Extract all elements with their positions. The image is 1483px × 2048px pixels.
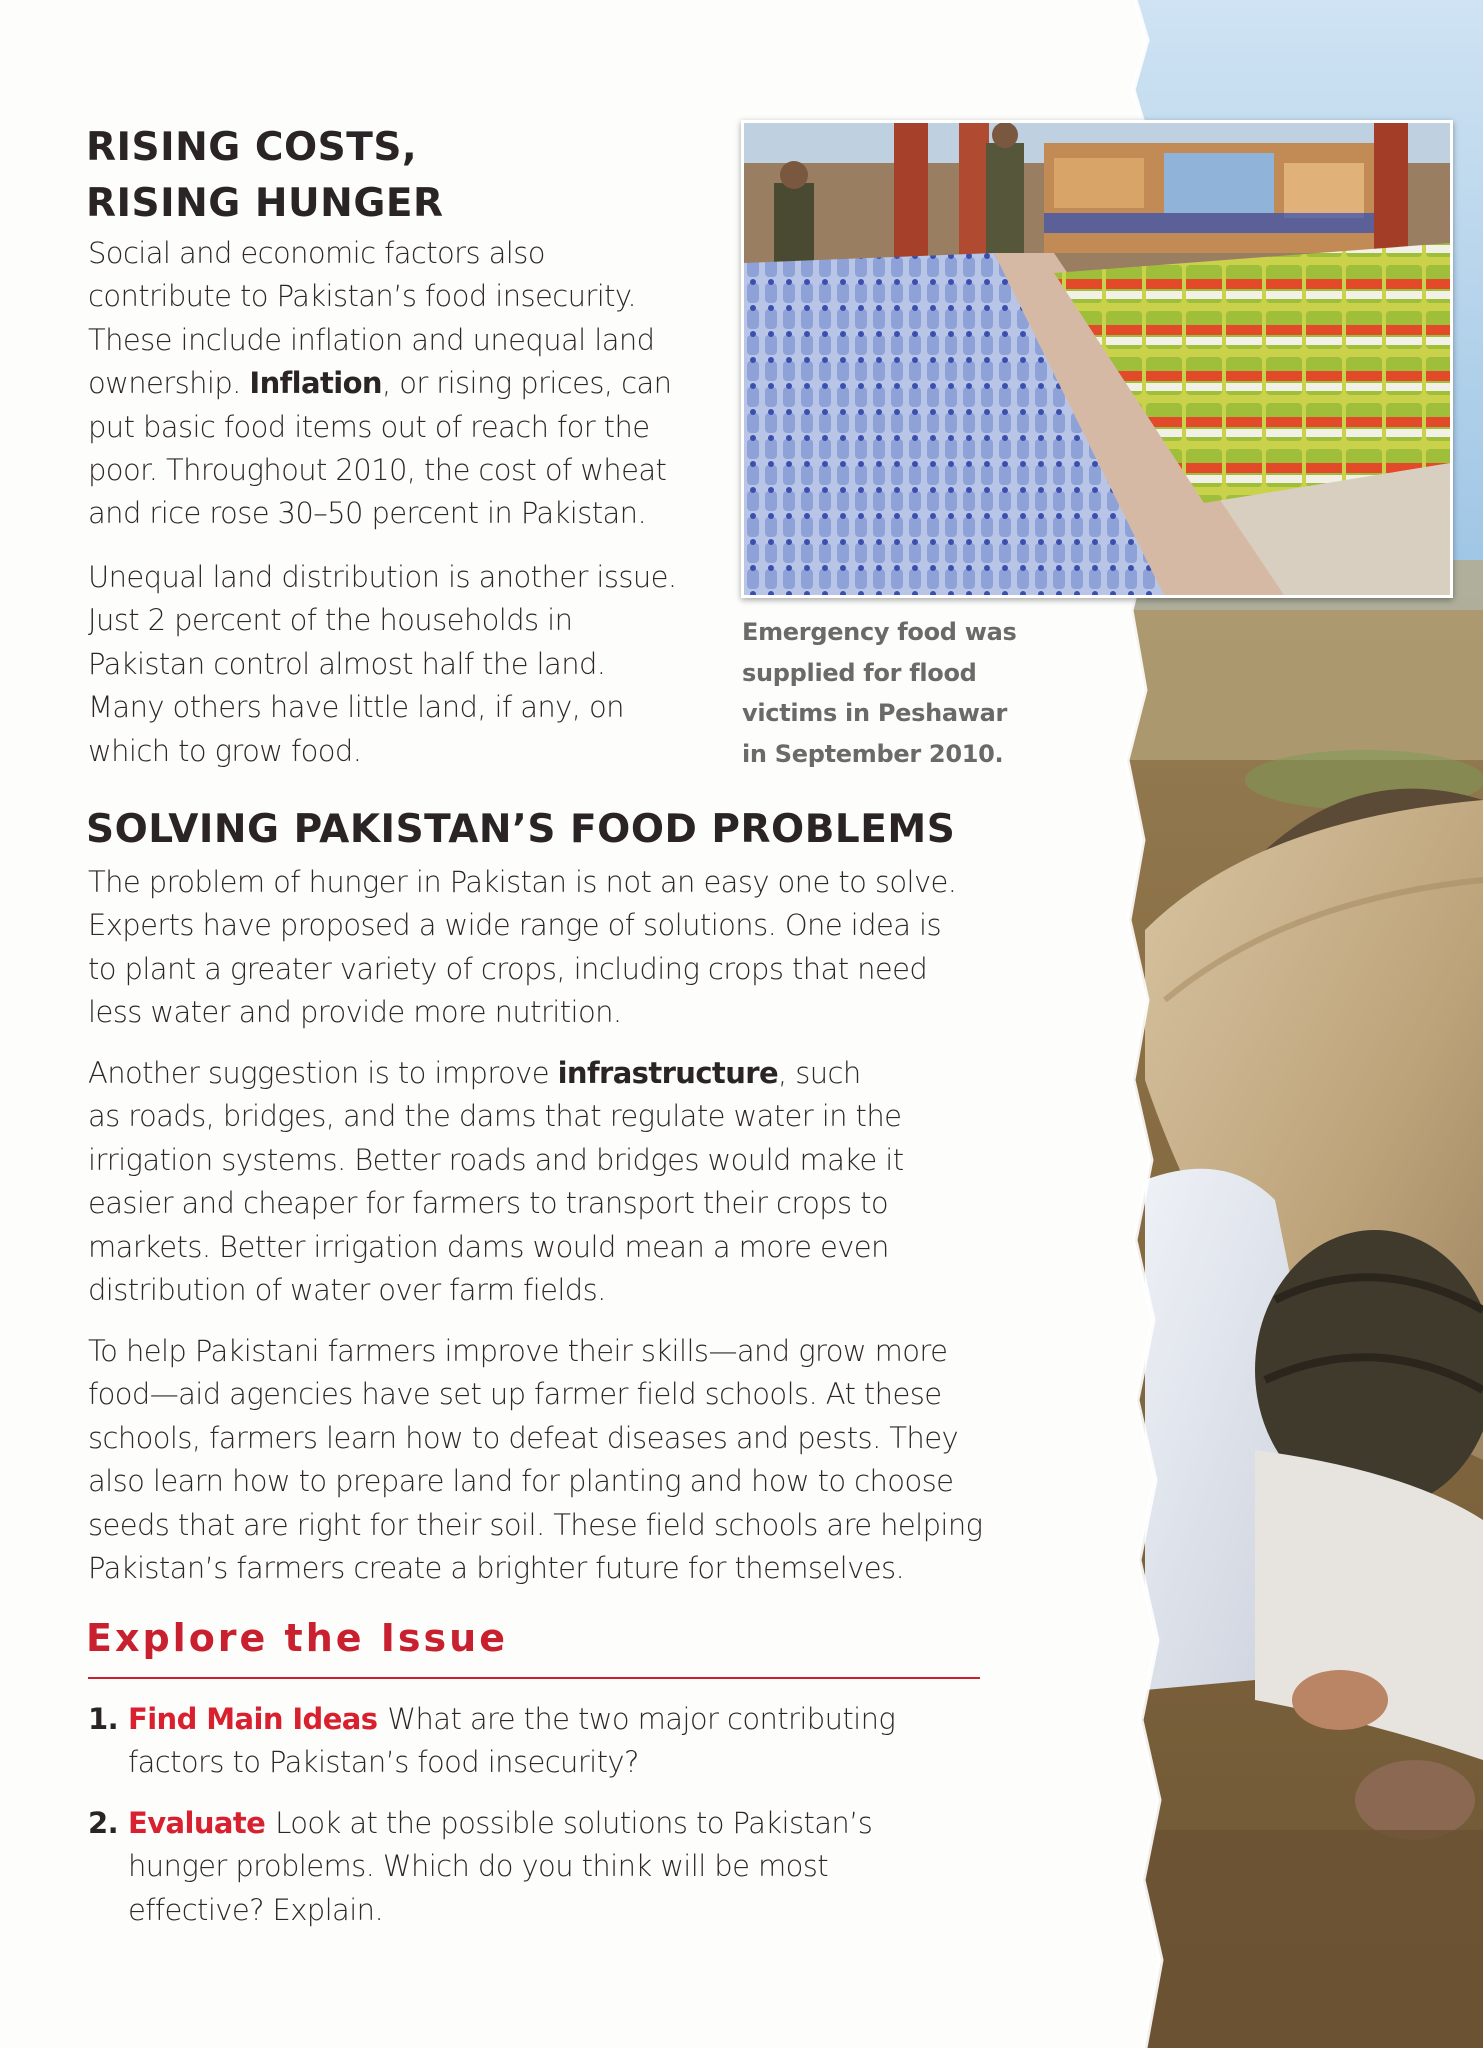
emergency-supplies-photo bbox=[741, 120, 1453, 598]
explore-divider bbox=[88, 1677, 980, 1679]
question-label: Evaluate bbox=[128, 1806, 266, 1840]
paragraph-factors: Social and economic factors also contribute to Pakistan’s food insecurity. These include inflation and unequal land ownership. Inflation, or rising prices, can put basic food items out of reach for the poor. Throughout 2010, the cost of wheat and rice rose 30–50 percent in Pakistan. bbox=[88, 236, 672, 531]
section-heading-rising-costs: RISING COSTS, RISING HUNGER bbox=[86, 125, 444, 226]
explore-issue-title: Explore the Issue bbox=[86, 1616, 508, 1660]
term-infrastructure: infrastructure bbox=[557, 1056, 779, 1090]
question-item: 2. Evaluate Look at the possible solutions to Pakistan’s hunger problems. Which do you think will be most effective? Explain. bbox=[88, 1802, 988, 1932]
supplies-illustration bbox=[744, 123, 1450, 595]
question-label: Find Main Ideas bbox=[128, 1702, 378, 1736]
question-number: 1. bbox=[88, 1702, 118, 1736]
question-item: 1. Find Main Ideas What are the two major contributing factors to Pakistan’s food insecurity? bbox=[88, 1698, 988, 1785]
paragraph-land-distribution: Unequal land distribution is another issue. Just 2 percent of the households in Pakistan control almost half the land. Many others have little land, if any, on which to grow food. bbox=[88, 560, 677, 768]
question-number: 2. bbox=[88, 1806, 118, 1840]
paragraph-field-schools: To help Pakistani farmers improve their skills—and grow more food—aid agencies have set up farmer field schools. At these schools, farmers learn how to defeat diseases and pests. They also learn how to prepare land for planting and how to choose seeds that are right for their soil. These field schools are helping Pakistan’s farmers create a brighter future for themselves. bbox=[88, 1334, 983, 1586]
paragraph-solutions: The problem of hunger in Pakistan is not an easy one to solve. Experts have proposed a wide range of solutions. One idea is to plant a greater variety of crops, including crops that need less water and provide more nutrition. bbox=[88, 865, 957, 1030]
paragraph-infrastructure: Another suggestion is to improve infrastructure, such as roads, bridges, and the dams that regulate water in the irrigation systems. Better roads and bridges would make it easier and cheaper for farmers to transport their crops to markets. Better irrigation dams would mean a more even distribution of water over farm fields. bbox=[88, 1056, 904, 1308]
section-heading-solving-problems: SOLVING PAKISTAN’S FOOD PROBLEMS bbox=[86, 807, 956, 852]
photo-caption: Emergency food was supplied for flood victims in Peshawar in September 2010. bbox=[742, 618, 1017, 768]
term-inflation: Inflation bbox=[249, 366, 382, 401]
